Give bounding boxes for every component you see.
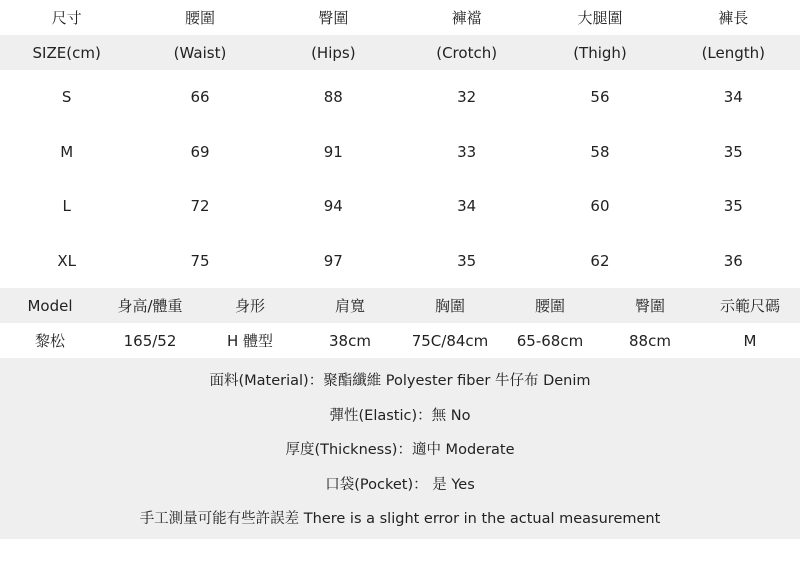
header-waist-en: (Waist)	[173, 43, 227, 62]
size-table-body	[0, 70, 800, 288]
length-value: 35	[723, 142, 743, 161]
length-value: 36	[723, 251, 743, 270]
size-label: M	[60, 142, 74, 161]
model-hips: 88cm	[629, 331, 671, 350]
header-thigh-en: (Thigh)	[573, 43, 627, 62]
hips-value: 91	[323, 142, 343, 161]
elastic-note: 彈性(Elastic)：無 No	[329, 407, 471, 424]
header-length-en: (Length)	[701, 43, 766, 62]
header-size-en: SIZE(cm)	[32, 43, 101, 62]
thigh-value: 56	[590, 88, 610, 107]
material-note: 面料(Material)：聚酯纖維 Polyester fiber 牛仔布 Denim	[209, 373, 591, 389]
table-row	[0, 179, 800, 234]
header-waist: 腰圍	[534, 297, 565, 315]
crotch-value: 33	[457, 142, 477, 161]
table-row	[0, 125, 800, 180]
waist-value: 69	[190, 142, 210, 161]
measurement-note: 手工測量可能有些許誤差 There is a slight error in the actual measurement	[139, 511, 661, 527]
header-hips-zh: 臀圍	[318, 9, 349, 27]
table-row	[0, 70, 800, 125]
thigh-value: 60	[590, 197, 610, 216]
model-demo-size: M	[743, 331, 757, 350]
header-length-zh: 褲長	[718, 9, 749, 27]
header-demo-size: 示範尺碼	[719, 297, 780, 315]
thigh-value: 62	[590, 251, 610, 270]
pocket-note: 口袋(Pocket)： 是 Yes	[325, 476, 475, 493]
model-height-weight: 165/52	[123, 331, 177, 350]
hips-value: 88	[323, 88, 343, 107]
header-shoulder: 肩寬	[334, 297, 365, 315]
model-header-row	[0, 288, 800, 323]
header-thigh-zh: 大腿圍	[577, 9, 623, 27]
model-waist: 65-68cm	[516, 331, 584, 350]
waist-value: 75	[190, 251, 210, 270]
size-header-zh	[0, 0, 800, 35]
header-body-shape: 身形	[234, 297, 265, 315]
table-row	[0, 234, 800, 289]
header-hips: 臀圍	[634, 297, 665, 315]
hips-value: 97	[323, 251, 343, 270]
waist-value: 72	[190, 197, 210, 216]
model-name: 黎松	[34, 332, 65, 350]
waist-value: 66	[190, 88, 210, 107]
crotch-value: 35	[457, 251, 477, 270]
model-body-shape: H 體型	[226, 332, 274, 350]
size-header-en	[0, 35, 800, 70]
header-crotch-zh: 褲襠	[451, 9, 482, 27]
header-model: Model	[27, 296, 73, 315]
thigh-value: 58	[590, 142, 610, 161]
header-height-weight: 身高/體重	[117, 297, 183, 315]
size-label: XL	[57, 251, 76, 270]
crotch-value: 34	[457, 197, 477, 216]
model-shoulder: 38cm	[329, 331, 371, 350]
header-crotch-en: (Crotch)	[436, 43, 498, 62]
model-value-row	[0, 323, 800, 358]
size-label: L	[62, 197, 71, 216]
header-size-zh: 尺寸	[51, 9, 82, 27]
hips-value: 94	[323, 197, 343, 216]
product-notes	[0, 358, 800, 539]
model-chest: 75C/84cm	[411, 331, 489, 350]
length-value: 35	[723, 197, 743, 216]
thickness-note: 厚度(Thickness)：適中 Moderate	[285, 442, 515, 458]
length-value: 34	[723, 88, 743, 107]
crotch-value: 32	[457, 88, 477, 107]
size-label: S	[61, 88, 72, 107]
model-info-table	[0, 288, 800, 358]
header-hips-en: (Hips)	[311, 43, 356, 62]
header-chest: 胸圍	[434, 297, 465, 315]
header-waist-zh: 腰圍	[184, 9, 215, 27]
